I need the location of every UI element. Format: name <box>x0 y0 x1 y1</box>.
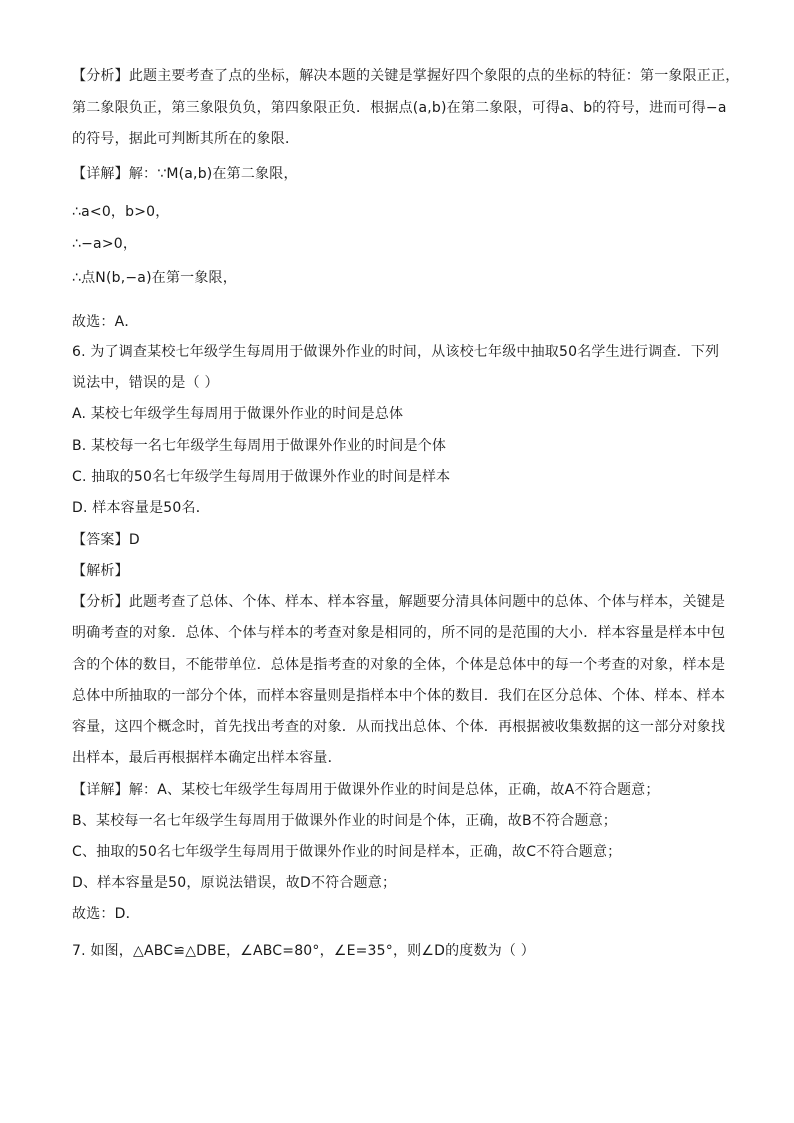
detail-tag: 【详解】 <box>72 166 129 182</box>
answer-value: D <box>128 532 140 548</box>
q5-detail-line: 【详解】解：∵M(a,b)在第二象限， <box>72 166 298 182</box>
analysis-tag: 【分析】 <box>72 594 129 610</box>
q6-analysis-line-2: 明确考查的对象．总体、个体与样本的考查对象是相同的，所不同的是范围的大小．样本容量是样本中包 <box>72 625 726 641</box>
q6-stem-line-1: 6. 为了调查某校七年级学生每周用于做课外作业的时间，从该校七年级中抽取50名学生进行调查．下列 <box>72 344 720 360</box>
q6-analysis-line-6: 出样本，最后再根据样本确定出样本容量． <box>72 750 342 766</box>
answer-tag: 【答案】 <box>72 532 129 548</box>
q7-stem: 7. 如图，△ABC≌△DBE，∠ABC=80°，∠E=35°，则∠D的度数为（ ） <box>72 943 535 959</box>
q6-detail-line-2: B、某校每一名七年级学生每周用于做课外作业的时间是个体，正确，故B不符合题意； <box>72 813 618 829</box>
q5-step-3: ∴点N(b,−a)在第一象限， <box>72 270 237 286</box>
q6-detail-line-1: 【详解】解：A、某校七年级学生每周用于做课外作业的时间是总体，正确，故A不符合题意； <box>72 782 660 798</box>
q6-choose: 故选：D． <box>72 906 140 922</box>
q5-analysis-line-3: 的符号，据此可判断其所在的象限． <box>72 131 300 147</box>
q5-analysis-line-1: 【分析】此题主要考查了点的坐标，解决本题的关键是掌握好四个象限的点的坐标的特征：第一象限正正， <box>72 68 740 84</box>
analysis-tag: 【分析】 <box>72 68 129 84</box>
q6-option-c: C. 抽取的50名七年级学生每周用于做课外作业的时间是样本 <box>72 469 451 485</box>
q5-step-2: ∴−a>0， <box>72 236 138 252</box>
q6-analysis-line-3: 含的个体的数目，不能带单位．总体是指考查的对象的全体，个体是总体中的每一个考查的对象，样本是 <box>72 657 726 673</box>
q6-explain-tag: 【解析】 <box>72 563 129 579</box>
q6-option-a: A. 某校七年级学生每周用于做课外作业的时间是总体 <box>72 406 404 422</box>
q6-analysis-line-1: 【分析】此题考查了总体、个体、样本、样本容量，解题要分清具体问题中的总体、个体与样本，关键是 <box>72 594 726 610</box>
q6-detail-line-4: D、样本容量是50，原说法错误，故D不符合题意； <box>72 875 397 891</box>
q6-detail-line-3: C、抽取的50名七年级学生每周用于做课外作业的时间是样本，正确，故C不符合题意； <box>72 844 622 860</box>
q5-step-1: ∴a<0，b>0， <box>72 204 170 220</box>
q6-option-b: B. 某校每一名七年级学生每周用于做课外作业的时间是个体 <box>72 438 447 454</box>
q6-answer-line <box>72 530 140 550</box>
q6-analysis-line-5: 容量，这四个概念时，首先找出考查的对象．从而找出总体、个体．再根据被收集数据的这一部分对象找 <box>72 719 726 735</box>
q6-analysis-line-4: 总体中所抽取的一部分个体，而样本容量则是指样本中个体的数目．我们在区分总体、个体、样本、样本 <box>72 688 726 704</box>
q6-option-d: D. 样本容量是50名． <box>72 500 210 516</box>
q5-choose: 故选：A． <box>72 314 139 330</box>
detail-tag: 【详解】 <box>72 782 129 798</box>
q6-stem-line-2: 说法中，错误的是（ ） <box>72 375 219 391</box>
q5-analysis-line-2: 第二象限负正，第三象限负负，第四象限正负．根据点(a,b)在第二象限，可得a、b的符号，进而可得−a <box>72 100 727 116</box>
